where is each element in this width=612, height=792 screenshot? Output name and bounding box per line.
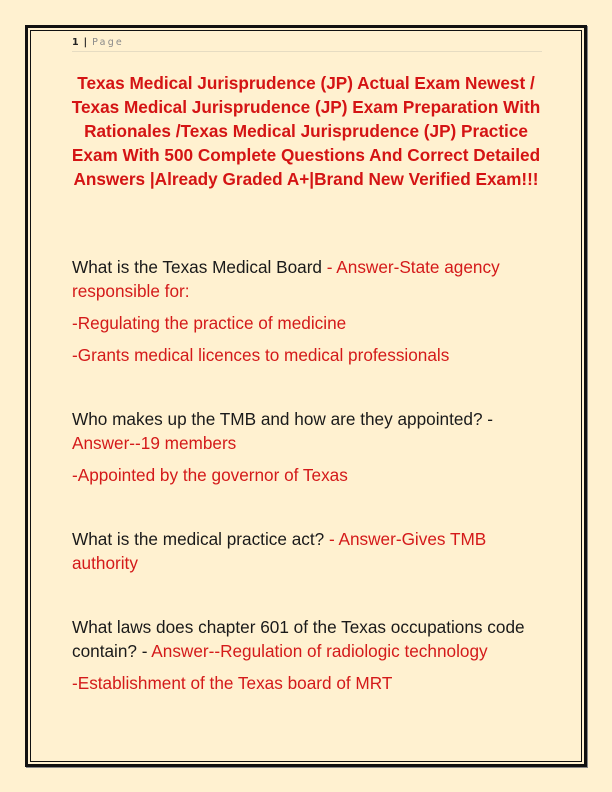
- document-title: Texas Medical Jurisprudence (JP) Actual Exam Newest / Texas Medical Jurisprudence (JP) Exam Preparation With Rationales /Texas Medical Jurisprudence (JP) Practice Exam With 500 Complete Questions And Correct Detailed Answers |Already Graded A+|Brand New Verified Exam!!!: [71, 73, 541, 189]
- question-text: What laws does chapter 601 of the Texas occupations code contain? -: [72, 617, 525, 661]
- qa-item: [72, 407, 542, 487]
- page-label: Page: [92, 37, 124, 48]
- qa-question-line: [72, 615, 542, 663]
- page-header: [72, 36, 542, 52]
- qa-question-line: [72, 527, 542, 575]
- qa-question-line: [72, 407, 542, 455]
- qa-question-line: [72, 255, 542, 303]
- sub-answer: -Regulating the practice of medicine: [72, 313, 347, 333]
- answer-text: Answer--19 members: [72, 433, 237, 453]
- question-text: Who makes up the TMB and how are they appointed? -: [72, 409, 494, 429]
- answer-text: - Answer-Gives TMB authority: [72, 529, 487, 573]
- page-number: 1: [72, 37, 79, 48]
- question-text: What is the medical practice act?: [72, 529, 325, 549]
- qa-item: [72, 527, 542, 575]
- qa-item: [72, 255, 542, 367]
- sub-answer: -Establishment of the Texas board of MRT: [72, 673, 393, 693]
- qa-item: [72, 615, 542, 695]
- sub-answer: -Appointed by the governor of Texas: [72, 465, 348, 485]
- page-separator: |: [83, 37, 88, 48]
- answer-text: Answer--Regulation of radiologic technology: [147, 641, 488, 661]
- question-text: What is the Texas Medical Board: [72, 257, 322, 277]
- answer-text: - Answer-State agency responsible for:: [72, 257, 500, 301]
- sub-answer: -Grants medical licences to medical professionals: [72, 345, 450, 365]
